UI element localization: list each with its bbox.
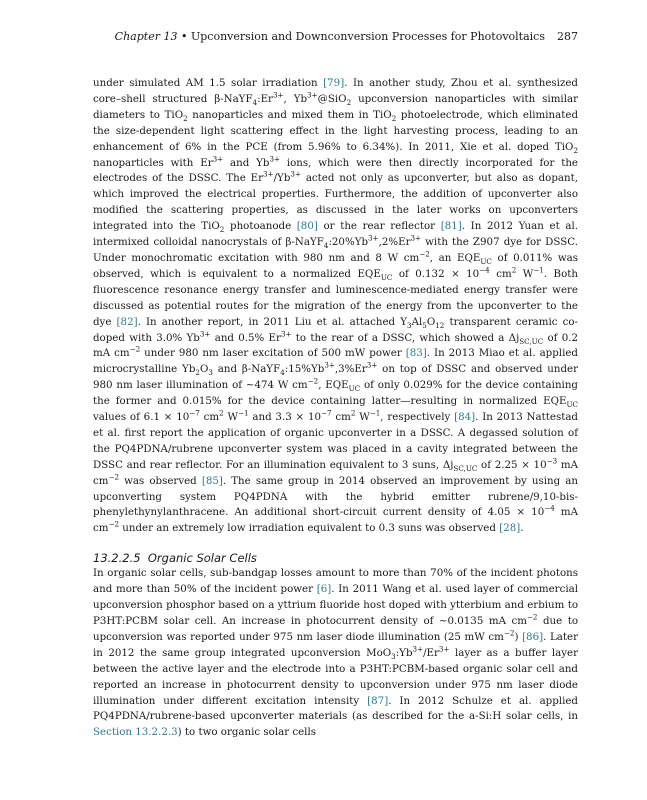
citation-6[interactable]: [6] (316, 583, 332, 596)
citation-81[interactable]: [81] (440, 220, 462, 233)
citation-79[interactable]: [79] (323, 77, 345, 89)
citation-28[interactable]: [28] (499, 522, 521, 535)
section-title: Organic Solar Cells (147, 551, 257, 566)
section-heading (93, 550, 578, 566)
section-link[interactable]: Section 13.2.2.3 (93, 726, 178, 739)
citation-80[interactable]: [80] (296, 220, 318, 233)
paragraph-organic-solar-cells: In organic solar cells, sub-bandgap losses amount to more than 70% of the incident photons and more than 50% of the incident power [6]. In 2011 Wang et al. used layer of commercial upconversion phosphor based on a yttrium fluoride host doped with ytterbium and erbium to P3HT:PCBM solar cell. An increase in photocurrent density of ~0.0135 mA $cm^{-2}$ due to upconversion was reported under 975 nm laser diode illumination (25 mW $cm^{-2}$) [86]. Later in 2012 the same group integrated upconversion $MoO_3:Yb^{3+}/Er^{3+}$ layer as a buffer layer between the active layer and the electrode into a P3HT:PCBM-based organic solar cell and reported an increase in photocurrent density to upconversion under 975 nm laser diode illumination under different excitation intensity [87]. In 2012 Schulze et al. applied PQ4PDNA/rubrene-based upconverter materials (as described for the a-Si:H solar cells, in Section 13.2.2.3) to two organic solar cells (93, 567, 578, 739)
paragraph-dssc-upconverters: under simulated AM 1.5 solar irradiation [79]. In another study, Zhou et al. synthesized core–shell structured $\beta-NaYF_4:Er^{3+}$, $Yb^{3+}@SiO_2$ upconversion nanoparticles with similar diameters to TiO$_2$ nanoparticles and mixed them in TiO$_2$ photoelectrode, which eliminated the size-dependent light scattering effect in the light harvesting process, leading to an enhancement of 6% in the PCE (from 5.96% to 6.34%). In 2011, Xie et al. doped TiO$_2$ nanoparticles with $Er^{3+}$ and $Yb^{3+}$ ions, which were then directly incorporated for the electrodes of the DSSC. The $Er^{3+}/Yb^{3+}$ acted not only as upconverter, but also as dopant, which improved the electrical properties. Furthermore, the addition of upconverter also modified the scattering properties, as discussed in the later works on upconverters integrated into the TiO$_2$ photoanode [80] or the rear reflector [81]. In 2012 Yuan et al. intermixed colloidal nanocrystals of $\beta-NaYF_4:20\%Yb^{3+},2\%Er^{3+}$ with the Z907 dye for DSSC. Under monochromatic excitation with 980 nm and 8 W $cm^{-2}$, an $EQE_{UC}$ of 0.011% was observed, which is equivalent to a normalized $EQE_{UC}$ of $0.132 \times 10^{-4}$ $cm^2$ $W^{-1}$. Both fluorescence resonance energy transfer and luminescence-mediated energy transfer were discussed as potential routes for the migration of the energy from the upconverter to the dye [82]. In another report, in 2011 Liu et al. attached $Y_3Al_5O_{12}$ transparent ceramic co-doped with 3.0% $Yb^{3+}$ and 0.5% $Er^{3+}$ to the rear of a DSSC, which showed a $\Delta j_{SC,UC}$ of 0.2 mA $cm^{-2}$ under 980 nm laser excitation of 500 mW power [83]. In 2013 Miao et al. applied microcrystalline $Yb_2O_3$ and $\beta-NaYF_4:15\%Yb^{3+},3\%Er^{3+}$ on top of DSSC and observed under 980 nm laser illumination of ~474 W $cm^{-2}$, $EQE_{UC}$ of only 0.029% for the device containing the former and 0.015% for the device containing latter—resulting in normalized $EQE_{UC}$ values of $6.1 \times 10^{-7}$ $cm^2$ $W^{-1}$ and $3.3 \times 10^{-7}$ $cm^2$ $W^{-1}$, respectively [84]. In 2013 Nattestad et al. first report the application of organic upconverter in a DSSC. A degassed solution of the PQ4PDNA/rubrene upconverter system was placed in a cavity integrated between the DSSC and rear reflector. For an illumination equivalent to 3 suns, $\Delta j_{SC,UC}$ of $2.25 \times 10^{-3}$ mA $cm^{-2}$ was observed [85]. The same group in 2014 observed an improvement by using an upconverting system PQ4PDNA with the hybrid emitter rubrene/9,10-bis-phenylethynylanthracene. An additional short-circuit current density of $4.05 \times 10^{-4}$ mA $cm^{-2}$ under an extremely low irradiation equivalent to 0.3 suns was observed [28]. (93, 77, 579, 535)
header-bullet: • (180, 30, 188, 43)
citation-82[interactable]: [82] (116, 315, 138, 328)
chapter-label: Chapter 13 (114, 30, 178, 43)
body-text (93, 76, 578, 741)
page-number: 287 (557, 30, 578, 43)
section-number: 13.2.2.5 (93, 551, 141, 566)
citation-86[interactable]: [86] (522, 630, 544, 643)
chapter-title: Upconversion and Downconversion Processes for Photovoltaics (190, 30, 545, 43)
citation-84[interactable]: [84] (454, 411, 476, 424)
running-head (93, 30, 578, 43)
citation-83[interactable]: [83] (405, 347, 427, 360)
citation-85[interactable]: [85] (201, 474, 223, 487)
citation-87[interactable]: [87] (367, 694, 389, 707)
